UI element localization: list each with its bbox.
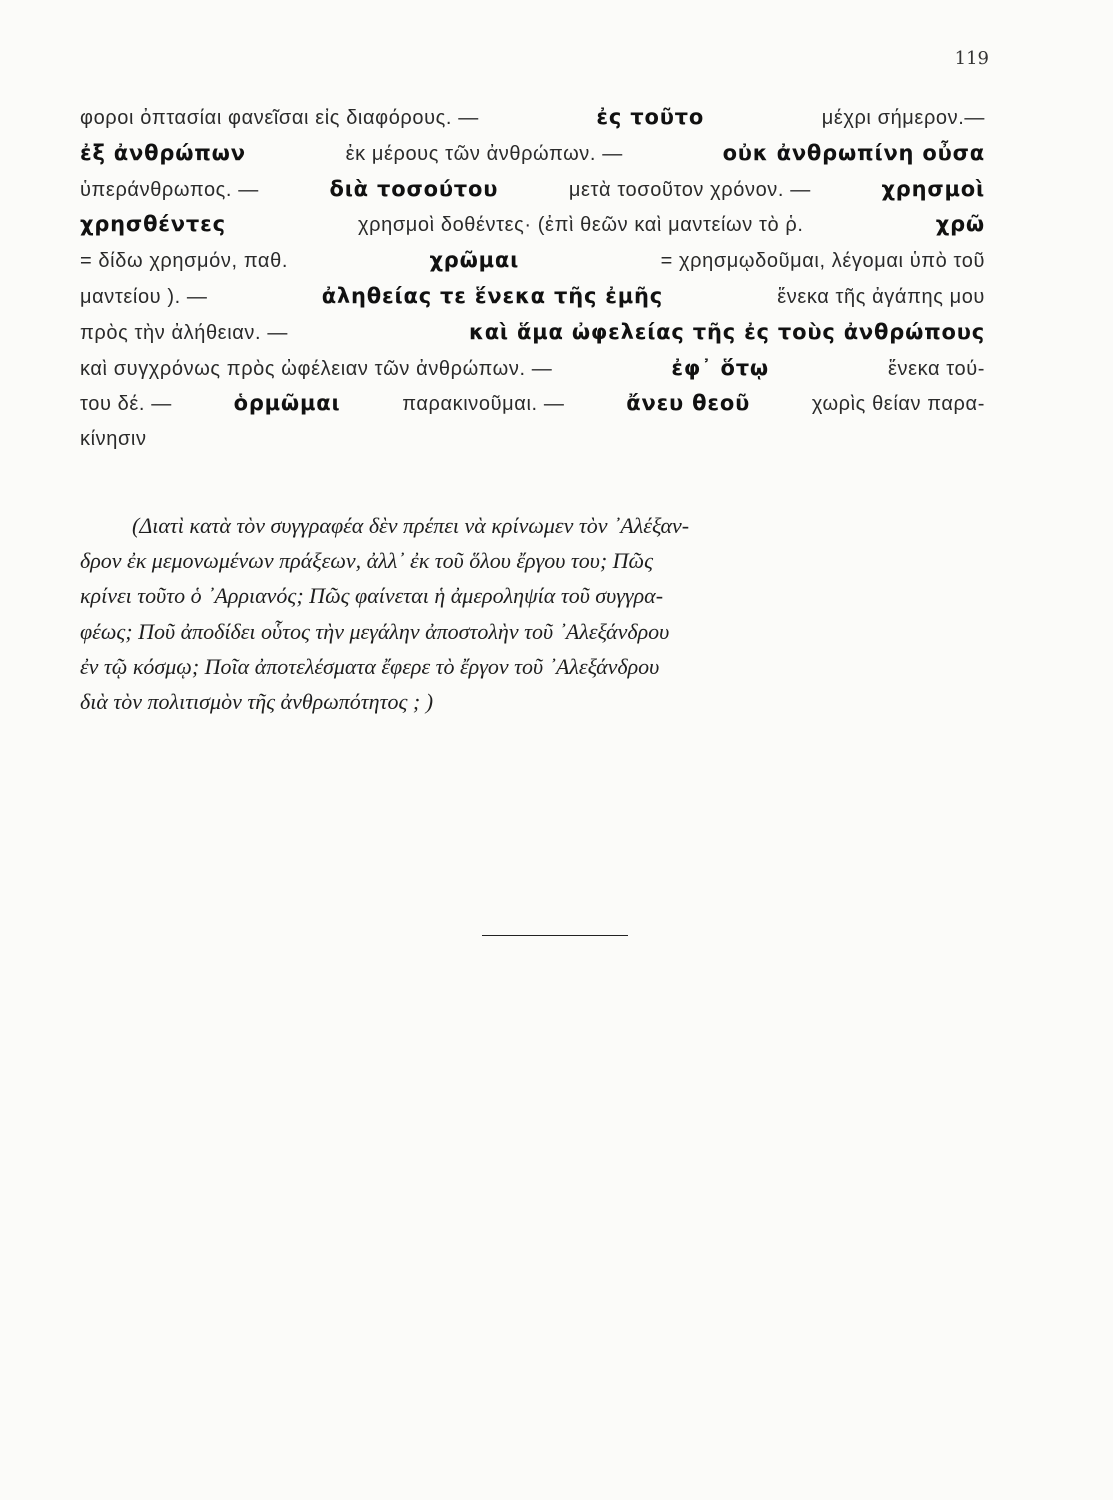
page-number: 119 <box>954 48 989 69</box>
gloss-text: ἕνεκα τῆς ἀγάπης μου <box>777 285 985 308</box>
gloss-text: κίνησιν <box>80 428 147 451</box>
gloss-text: μέχρι σήμερον.— <box>821 107 985 129</box>
section-divider <box>482 935 628 936</box>
question-text: φέως; Ποῦ ἀποδίδει οὗτος τὴν μεγάλην ἀποστολὴν τοῦ ᾽Αλεξάνδρου <box>80 618 670 644</box>
gloss-term: ἐς τοῦτο <box>596 105 705 129</box>
glossary-notes <box>80 100 985 458</box>
gloss-text: φοροι ὀπτασίαι φανεῖσαι εἰς διαφόρους. — <box>80 107 479 129</box>
gloss-term: χρῶ <box>935 212 985 237</box>
glossary-line <box>80 279 985 315</box>
gloss-term: ὁρμῶμαι <box>233 391 341 416</box>
gloss-text: χωρὶς θείαν παρα- <box>811 393 985 416</box>
gloss-term: καὶ ἅμα ὠφελείας τῆς ἐς τοὺς ἀνθρώπους <box>468 319 985 344</box>
gloss-text: = χρησμῳδοῦμαι, λέγομαι ὑπὸ τοῦ <box>660 250 985 273</box>
gloss-text: μετὰ τοσοῦτον χρόνον. — <box>568 178 811 201</box>
gloss-term: οὐκ ἀνθρωπίνη οὖσα <box>722 140 985 165</box>
glossary-line <box>80 315 985 351</box>
question-line <box>80 649 985 684</box>
question-text: διὰ τὸν πολιτισμὸν τῆς ἀνθρωπότητος ; ) <box>80 688 434 714</box>
gloss-text: χρησμοὶ δοθέντες· (ἐπὶ θεῶν καὶ μαντείων τὸ ῥ. <box>358 214 804 237</box>
gloss-text: ὑπεράνθρωπος. — <box>80 178 259 201</box>
gloss-text: = δίδω χρησμόν, παθ. <box>80 250 288 273</box>
glossary-line <box>80 172 985 208</box>
glossary-line <box>80 207 985 243</box>
question-line <box>80 684 985 719</box>
question-line <box>80 614 985 649</box>
question-line <box>80 578 985 613</box>
glossary-line <box>80 136 985 172</box>
gloss-text: του δέ. — <box>80 393 172 416</box>
glossary-line <box>80 243 985 279</box>
gloss-term: χρησθέντες <box>80 212 226 237</box>
glossary-line <box>80 386 985 422</box>
gloss-text: πρὸς τὴν ἀλήθειαν. — <box>80 321 288 344</box>
gloss-text: καὶ συγχρόνως πρὸς ὠφέλειαν τῶν ἀνθρώπων. — <box>80 357 553 380</box>
gloss-term: ἐξ ἀνθρώπων <box>80 140 246 165</box>
glossary-line <box>80 422 985 458</box>
question-text: ἐν τῷ κόσμῳ; Ποῖα ἀποτελέσματα ἔφερε τὸ ἔργον τοῦ ᾽Αλεξάνδρου <box>80 653 660 679</box>
gloss-term: ἄνευ θεοῦ <box>626 391 751 416</box>
gloss-term: χρῶμαι <box>429 248 520 273</box>
question-text: (Διατὶ κατὰ τὸν συγγραφέα δὲν πρέπει νὰ κρίνωμεν τὸν ᾽Αλέξαν- <box>132 513 690 538</box>
question-line <box>80 508 985 543</box>
gloss-text: παρακινοῦμαι. — <box>402 393 565 416</box>
gloss-term: ἀληθείας τε ἕνεκα τῆς ἐμῆς <box>321 283 664 308</box>
gloss-term: ἐφ᾽ ὅτῳ <box>671 355 769 380</box>
gloss-text: ἕνεκα τού- <box>887 357 985 380</box>
question-text: κρίνει τοῦτο ὁ ᾽Αρριανός; Πῶς φαίνεται ἡ ἀμεροληψία τοῦ συγγρα- <box>80 583 664 609</box>
gloss-text: μαντείου ). — <box>80 285 208 308</box>
gloss-term: διὰ τοσούτου <box>329 176 499 201</box>
question-text: δρον ἐκ μεμονωμένων πράξεων, ἀλλ᾽ ἐκ τοῦ ὅλου ἔργου του; Πῶς <box>80 548 654 574</box>
gloss-text: ἐκ μέρους τῶν ἀνθρώπων. — <box>345 142 623 165</box>
question-line <box>80 543 985 578</box>
glossary-line <box>80 351 985 387</box>
study-questions <box>80 508 985 719</box>
gloss-term: χρησμοὶ <box>881 176 985 201</box>
glossary-line <box>80 100 985 136</box>
